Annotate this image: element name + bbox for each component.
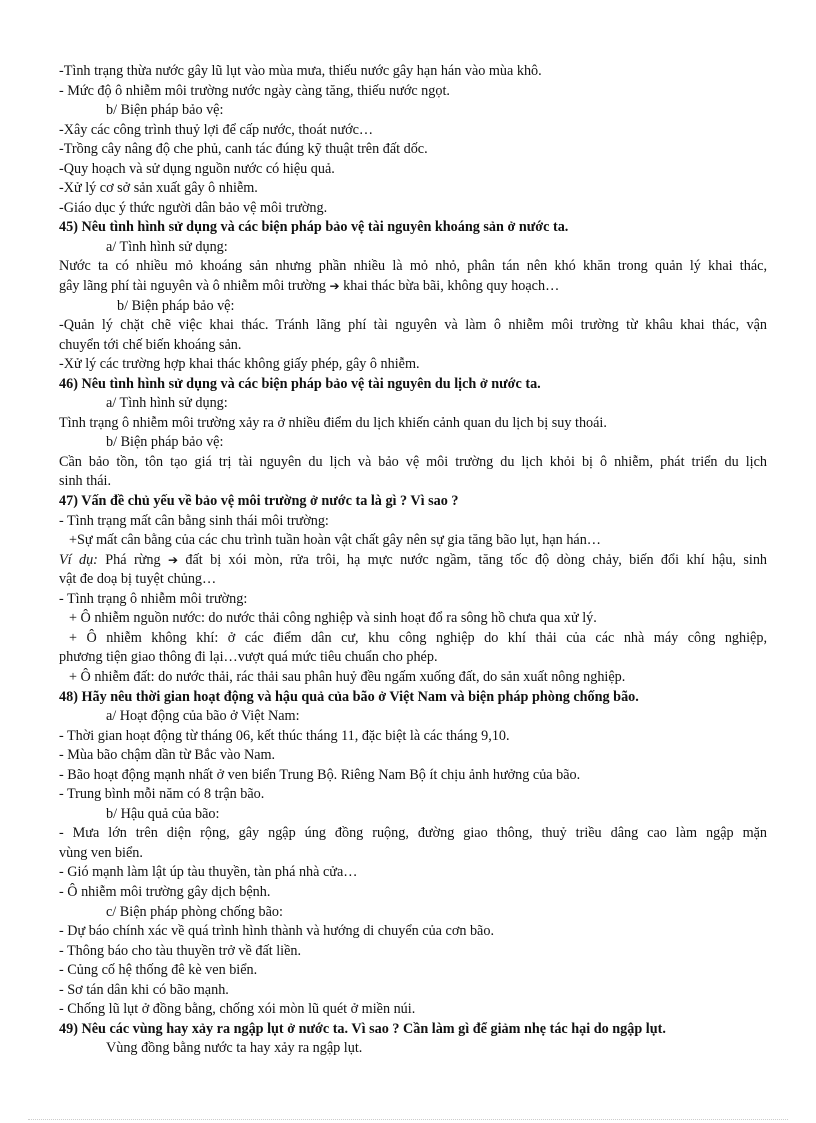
text-line: - Bão hoạt động mạnh nhất ở ven biển Trung Bộ. Riêng Nam Bộ ít chịu ảnh hưởng của bão. — [59, 766, 581, 783]
page-bottom-divider — [28, 1119, 788, 1120]
text-line: - Mưa lớn trên diện rộng, gây ngập úng đồng ruộng, đường giao thông, thuỷ triều dâng cao làm ngập mặn — [59, 825, 767, 842]
text-line: -Quy hoạch và sử dụng nguồn nước có hiệu quả. — [59, 160, 335, 177]
right-arrow-icon: ➔ — [329, 279, 340, 294]
text-fragment: Phá rừng — [105, 551, 161, 568]
text-line: - Thời gian hoạt động từ tháng 06, kết thúc tháng 11, đặc biệt là các tháng 9,10. — [59, 727, 510, 744]
text-line: - Mức độ ô nhiễm môi trường nước ngày càng tăng, thiếu nước ngọt. — [59, 82, 450, 99]
text-line: -Xử lý cơ sở sản xuất gây ô nhiễm. — [59, 180, 258, 197]
text-line: - Ô nhiễm môi trường gây dịch bệnh. — [59, 883, 271, 900]
question-heading-49: 49) Nêu các vùng hay xảy ra ngập lụt ở nước ta. Vì sao ? Cần làm gì để giảm nhẹ tác hại do ngập lụt. — [59, 1020, 666, 1037]
subheading: a/ Tình hình sử dụng: — [106, 395, 228, 412]
subheading: b/ Biện pháp bảo vệ: — [106, 102, 224, 119]
text-line: - Dự báo chính xác về quá trình hình thành và hướng di chuyển của cơn bão. — [59, 923, 494, 940]
text-line: -Trồng cây nâng độ che phủ, canh tác đúng kỹ thuật trên đất dốc. — [59, 141, 428, 158]
subheading: b/ Biện pháp bảo vệ: — [117, 297, 235, 314]
subheading: a/ Hoạt động của bão ở Việt Nam: — [106, 708, 300, 725]
text-line — [59, 277, 767, 297]
example-label: Ví dụ: — [59, 551, 98, 568]
text-line: - Sơ tán dân khi có bão mạnh. — [59, 981, 229, 998]
text-line: - Mùa bão chậm dần từ Bắc vào Nam. — [59, 747, 276, 764]
text-line: -Tình trạng thừa nước gây lũ lụt vào mùa mưa, thiếu nước gây hạn hán vào mùa khô. — [59, 63, 542, 79]
text-line: - Gió mạnh làm lật úp tàu thuyền, tàn phá nhà cửa… — [59, 864, 358, 881]
text-line: chuyển tới chế biến khoáng sản. — [59, 336, 242, 353]
text-line: Nước ta có nhiều mỏ khoáng sản nhưng phần nhiều là mỏ nhỏ, phân tán nên khó khăn trong quản lý khai thác, — [59, 258, 767, 275]
subheading: b/ Biện pháp bảo vệ: — [106, 434, 224, 451]
text-line: -Quản lý chặt chẽ việc khai thác. Tránh lãng phí tài nguyên và làm ô nhiễm môi trường từ khâu khai thác, vận — [59, 317, 767, 334]
text-line: -Xây các công trình thuỷ lợi để cấp nước, thoát nước… — [59, 121, 374, 138]
text-fragment: gây lãng phí tài nguyên và ô nhiễm môi trường — [59, 278, 326, 295]
text-line: sinh thái. — [59, 473, 112, 490]
question-heading-46: 46) Nêu tình hình sử dụng và các biện pháp bảo vệ tài nguyên du lịch ở nước ta. — [59, 375, 541, 392]
text-line: -Giáo dục ý thức người dân bảo vệ môi trường. — [59, 199, 328, 216]
subheading: c/ Biện pháp phòng chống bão: — [106, 903, 283, 920]
text-line: Vùng đồng bằng nước ta hay xảy ra ngập lụt. — [106, 1040, 363, 1057]
document-page — [59, 62, 767, 1059]
text-fragment: đất bị xói mòn, rửa trôi, hạ mực nước ngầm, tăng tốc độ dòng chảy, biến đổi khí hậu, sinh — [185, 551, 768, 568]
text-line: Cần bảo tồn, tôn tạo giá trị tài nguyên du lịch và bảo vệ môi trường du lịch khỏi bị ô nhiễm, phát triển du lịch — [59, 453, 767, 470]
text-line: vùng ven biển. — [59, 844, 143, 861]
text-line — [59, 551, 767, 571]
text-line: -Xử lý các trường hợp khai thác không giấy phép, gây ô nhiễm. — [59, 356, 420, 373]
right-arrow-icon: ➔ — [167, 552, 179, 567]
text-line: phương tiện giao thông đi lại…vượt quá mức tiêu chuẩn cho phép. — [59, 649, 438, 666]
text-line: - Thông báo cho tàu thuyền trở về đất liền. — [59, 942, 302, 959]
text-line: - Trung bình mỗi năm có 8 trận bão. — [59, 786, 265, 803]
text-line: +Sự mất cân bằng của các chu trình tuần hoàn vật chất gây nên sự gia tăng bão lụt, hạn hán… — [69, 532, 601, 549]
text-line: - Tình trạng mất cân bằng sinh thái môi trường: — [59, 512, 329, 529]
question-heading-45: 45) Nêu tình hình sử dụng và các biện pháp bảo vệ tài nguyên khoáng sản ở nước ta. — [59, 219, 569, 236]
text-line: + Ô nhiễm nguồn nước: do nước thải công nghiệp và sinh hoạt đổ ra sông hồ chưa qua xử lý. — [69, 610, 597, 627]
subheading: b/ Hậu quả của bão: — [106, 805, 220, 822]
subheading: a/ Tình hình sử dụng: — [106, 238, 228, 255]
question-heading-47: 47) Vấn đề chủ yếu về bảo vệ môi trường ở nước ta là gì ? Vì sao ? — [59, 493, 459, 510]
text-line: + Ô nhiễm không khí: ở các điểm dân cư, khu công nghiệp do khí thải của các nhà máy công nghiệp, — [69, 629, 767, 646]
text-line: Tình trạng ô nhiễm môi trường xảy ra ở nhiều điểm du lịch khiến cảnh quan du lịch bị suy thoái. — [59, 414, 607, 431]
text-line: + Ô nhiễm đất: do nước thải, rác thải sau phân huỷ đều ngấm xuống đất, do sản xuất nông nghiệp. — [69, 668, 626, 685]
text-fragment: khai thác bừa bãi, không quy hoạch… — [343, 278, 560, 295]
text-line: - Chống lũ lụt ở đồng bằng, chống xói mòn lũ quét ở miền núi. — [59, 1001, 416, 1018]
text-line: - Củng cố hệ thống đê kè ven biển. — [59, 962, 258, 979]
text-line: - Tình trạng ô nhiễm môi trường: — [59, 590, 248, 607]
question-heading-48: 48) Hãy nêu thời gian hoạt động và hậu quả của bão ở Việt Nam và biện pháp phòng chống bão. — [59, 688, 639, 705]
text-line: vật đe doạ bị tuyệt chủng… — [59, 571, 217, 588]
